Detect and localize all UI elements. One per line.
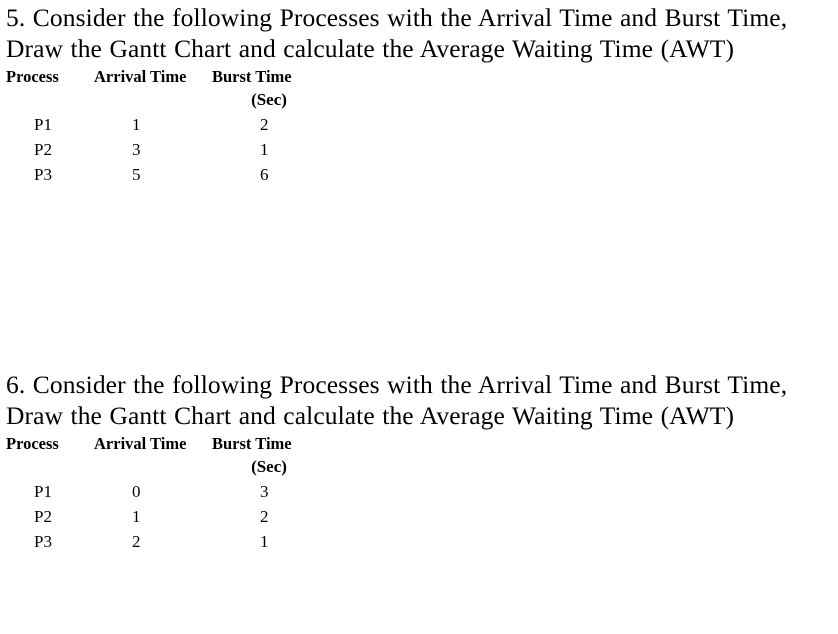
column-header-arrival-time: Arrival Time bbox=[94, 434, 187, 453]
cell-process: P2 bbox=[34, 140, 52, 159]
table-body bbox=[6, 479, 322, 554]
cell-process: P2 bbox=[34, 507, 52, 526]
cell-burst-time: 2 bbox=[260, 115, 269, 134]
table-header bbox=[6, 434, 322, 479]
cell-process: P1 bbox=[34, 115, 52, 134]
table-row bbox=[6, 504, 322, 529]
process-table-6-wrapper bbox=[6, 434, 838, 554]
question-block-6 bbox=[0, 369, 838, 554]
process-table-6 bbox=[6, 434, 322, 554]
column-header-process: Process bbox=[6, 434, 59, 453]
table-unit-row bbox=[6, 87, 322, 112]
cell-burst-time: 1 bbox=[260, 532, 269, 551]
table-row bbox=[6, 162, 322, 187]
process-table-5 bbox=[6, 67, 322, 187]
unit-spacer-arrival bbox=[94, 454, 212, 479]
table-header-row bbox=[6, 67, 322, 87]
unit-spacer-arrival bbox=[94, 87, 212, 112]
cell-arrival-time: 1 bbox=[132, 507, 141, 526]
cell-arrival-time: 2 bbox=[132, 532, 141, 551]
question-block-5 bbox=[0, 2, 838, 187]
cell-burst-time: 2 bbox=[260, 507, 269, 526]
table-unit-row bbox=[6, 454, 322, 479]
cell-arrival-time: 0 bbox=[132, 482, 141, 501]
table-header bbox=[6, 67, 322, 112]
process-table-5-wrapper bbox=[6, 67, 838, 187]
cell-arrival-time: 1 bbox=[132, 115, 141, 134]
cell-process: P3 bbox=[34, 532, 52, 551]
unit-spacer-process bbox=[6, 454, 94, 479]
cell-burst-time: 6 bbox=[260, 165, 269, 184]
column-header-burst-time: Burst Time bbox=[212, 434, 292, 453]
cell-arrival-time: 5 bbox=[132, 165, 141, 184]
unit-spacer-process bbox=[6, 87, 94, 112]
question-6-heading: 6. Consider the following Processes with the Arrival Time and Burst Time, Draw the Gantt Chart and calculate the Average Waiting Time (AWT) bbox=[6, 370, 788, 430]
column-header-arrival-time: Arrival Time bbox=[94, 67, 187, 86]
column-header-process: Process bbox=[6, 67, 59, 86]
table-row bbox=[6, 479, 322, 504]
cell-burst-time: 1 bbox=[260, 140, 269, 159]
table-body bbox=[6, 112, 322, 187]
table-header-row bbox=[6, 434, 322, 454]
cell-burst-time: 3 bbox=[260, 482, 269, 501]
table-row bbox=[6, 112, 322, 137]
cell-arrival-time: 3 bbox=[132, 140, 141, 159]
cell-process: P1 bbox=[34, 482, 52, 501]
table-row bbox=[6, 529, 322, 554]
unit-label-sec: (Sec) bbox=[251, 90, 287, 109]
unit-label-sec: (Sec) bbox=[251, 457, 287, 476]
question-5-heading: 5. Consider the following Processes with the Arrival Time and Burst Time, Draw the Gantt Chart and calculate the Average Waiting Time (AWT) bbox=[6, 3, 788, 63]
table-row bbox=[6, 137, 322, 162]
cell-process: P3 bbox=[34, 165, 52, 184]
column-header-burst-time: Burst Time bbox=[212, 67, 292, 86]
